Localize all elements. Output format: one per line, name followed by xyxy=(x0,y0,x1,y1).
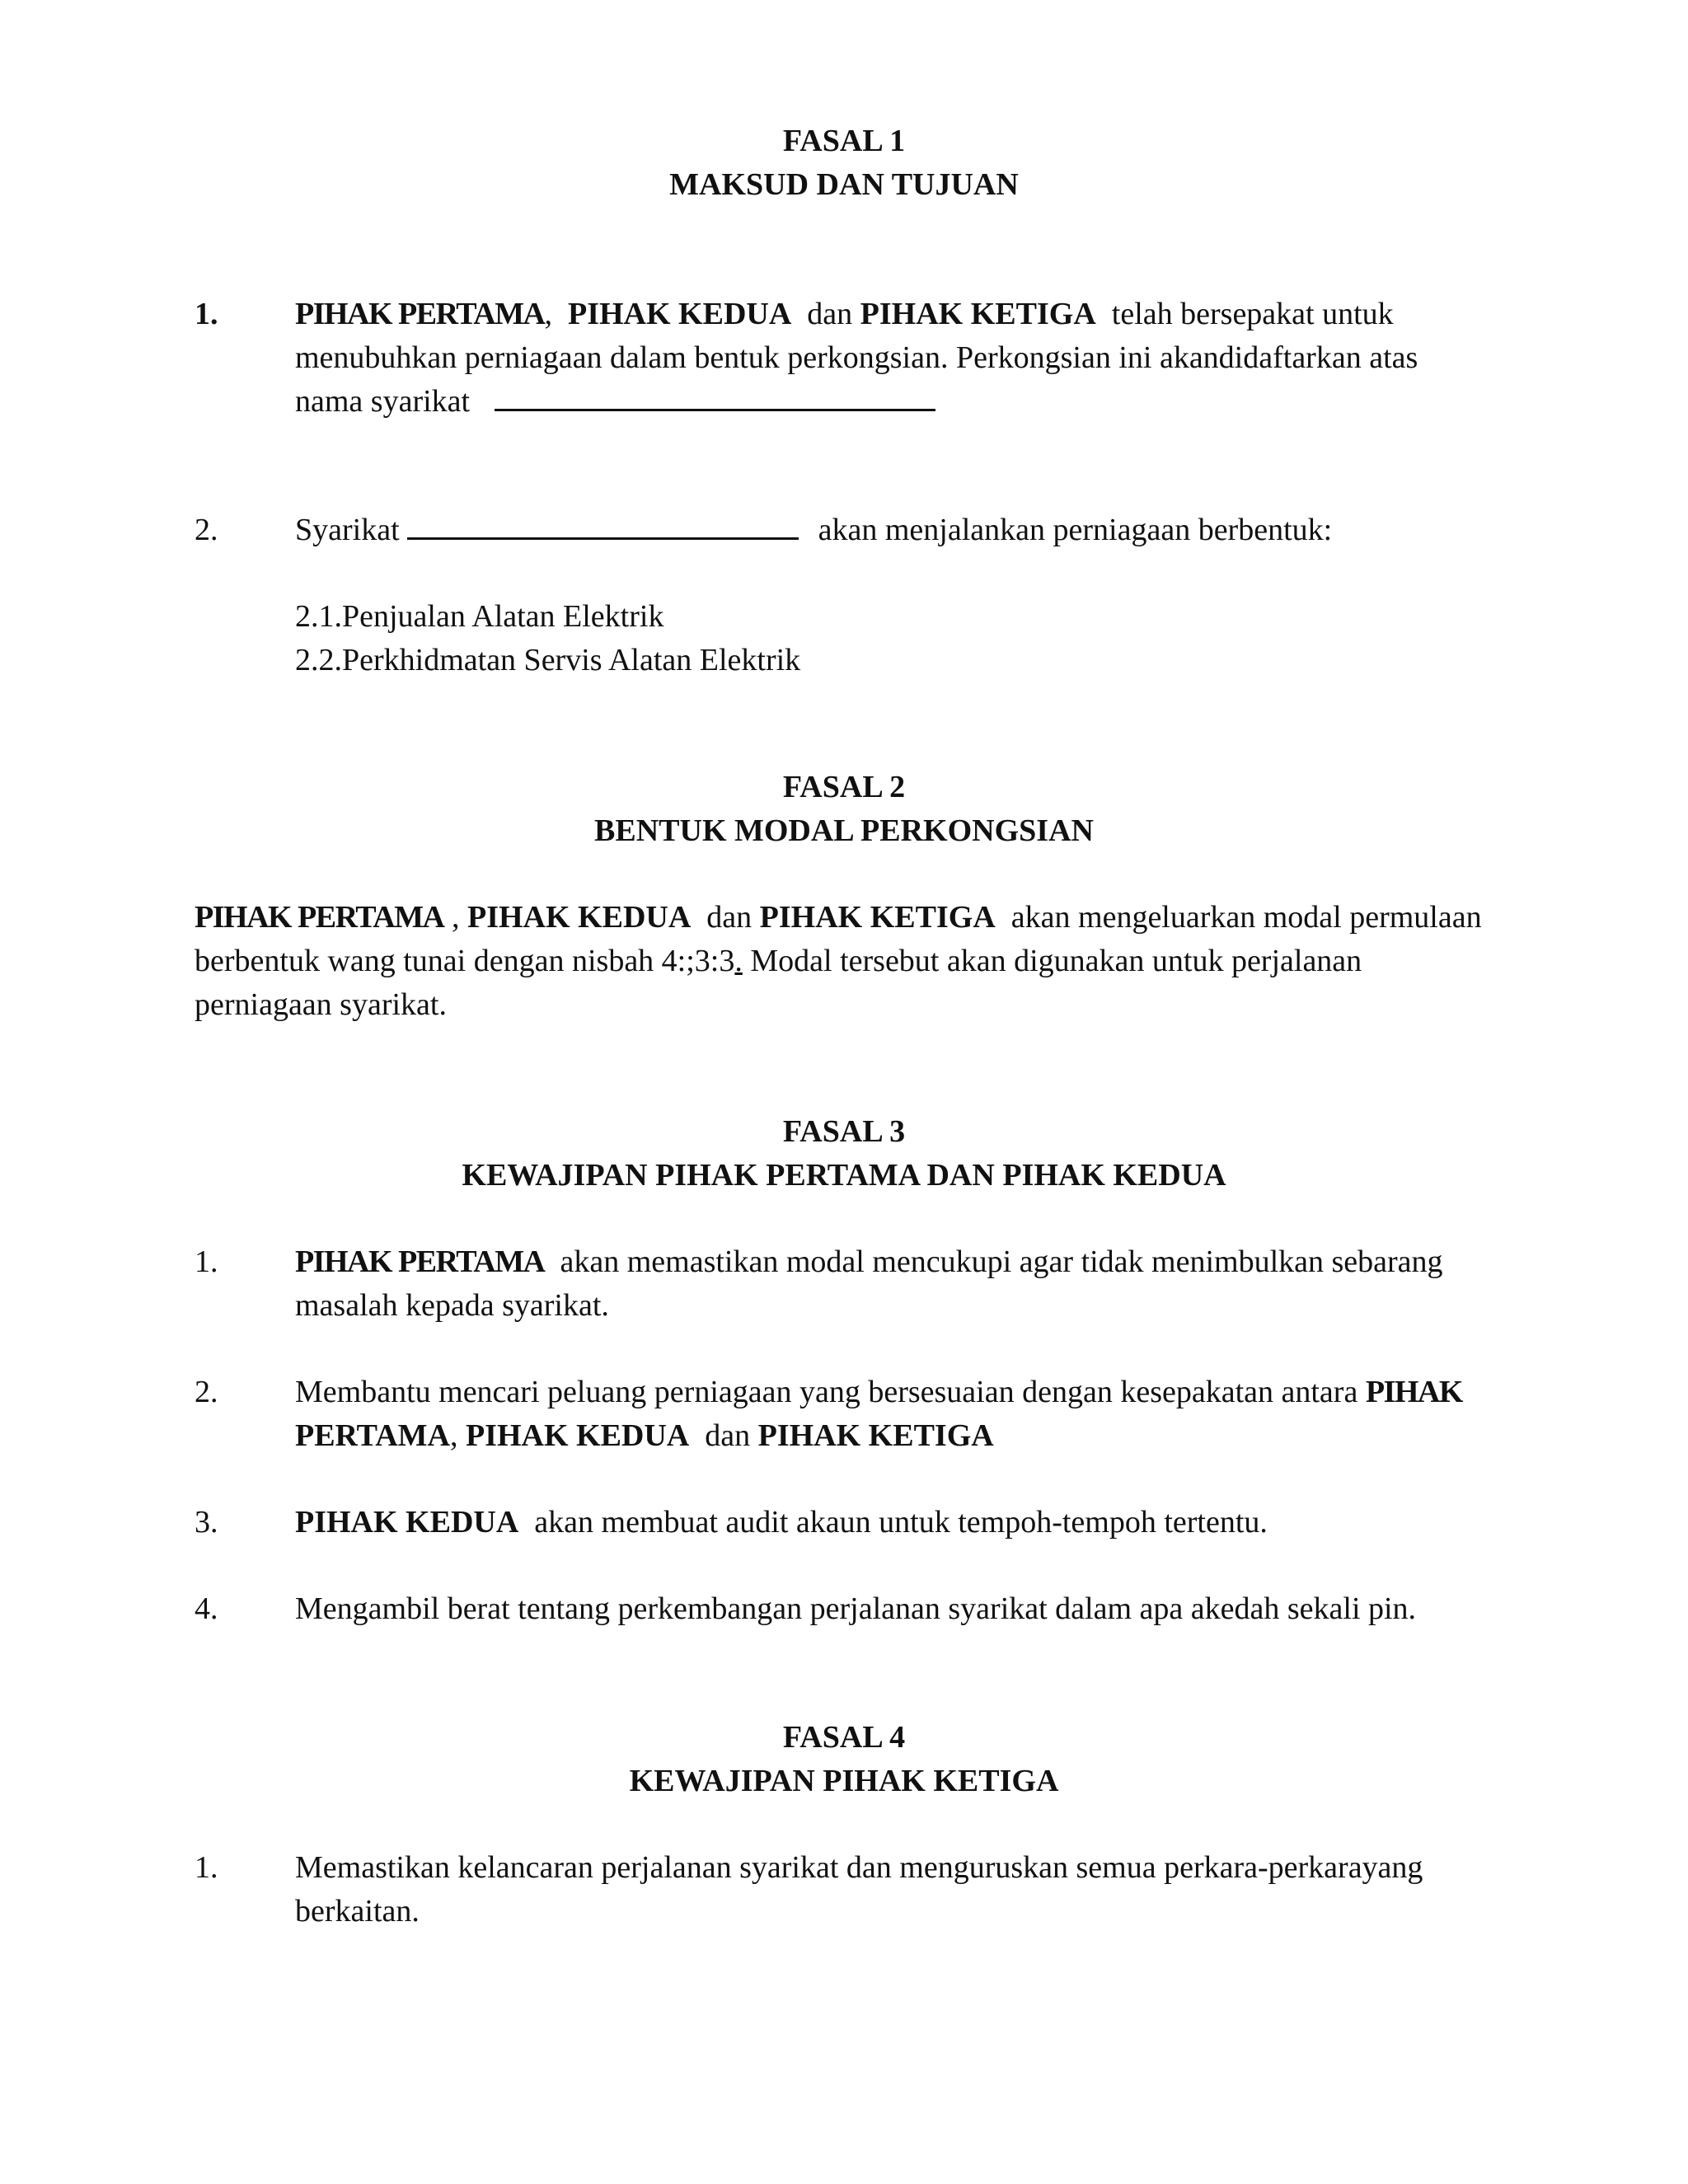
separator: , xyxy=(449,1418,466,1453)
fasal-1-heading xyxy=(0,120,1688,207)
fasal-1-number: FASAL 1 xyxy=(782,124,906,158)
clause-line xyxy=(295,1501,1531,1544)
clause-number: 4. xyxy=(195,1591,218,1626)
party-second: PIHAK KEDUA xyxy=(568,297,792,331)
clause-body xyxy=(295,293,1531,424)
clause-text: akan memastikan modal mencukupi agar tidak menimbulkan sebarang xyxy=(544,1244,1443,1279)
paragraph-line: perniagaan syarikat. xyxy=(195,987,447,1022)
clause-number: 2. xyxy=(195,513,218,547)
party-second: PIHAK KEDUA xyxy=(467,900,692,935)
clause-body xyxy=(295,1846,1531,1933)
clause-number: 2. xyxy=(195,1375,218,1409)
fasal-2-title: BENTUK MODAL PERKONGSIAN xyxy=(594,813,1094,848)
clause-body xyxy=(295,509,1531,552)
fasal-2-heading xyxy=(0,766,1688,853)
party-first: PIHAK PERTAMA xyxy=(295,1244,545,1279)
clause-text: nama syarikat xyxy=(295,384,471,419)
party-second: PIHAK KEDUA xyxy=(465,1418,690,1453)
clause-number: 3. xyxy=(195,1505,218,1540)
clause-text: telah bersepakat untuk xyxy=(1095,297,1394,331)
subitem: 2.1.Penjualan Alatan Elektrik xyxy=(295,599,664,634)
separator: dan xyxy=(689,1418,758,1453)
clause-line xyxy=(295,1414,1531,1458)
party-third: PIHAK KETIGA xyxy=(757,1418,994,1453)
party-second: PIHAK KEDUA xyxy=(295,1505,519,1540)
party-label: PIHAK xyxy=(1365,1375,1462,1409)
paragraph-text: Modal tersebut akan digunakan untuk perjalanan xyxy=(742,944,1362,978)
party-third: PIHAK KETIGA xyxy=(759,900,996,935)
clause-line xyxy=(295,380,1531,424)
fasal-4-title: KEWAJIPAN PIHAK KETIGA xyxy=(629,1764,1059,1798)
separator: dan xyxy=(691,900,760,935)
clause-text: Membantu mencari peluang perniagaan yang bersesuaian dengan kesepakatan antara xyxy=(295,1375,1366,1409)
clause-body xyxy=(295,1240,1531,1328)
clause-line xyxy=(295,293,1531,336)
fasal-2-number: FASAL 2 xyxy=(782,770,906,804)
separator: , xyxy=(443,900,467,935)
paragraph-text: berbentuk wang tunai dengan nisbah 4:;3:3 xyxy=(195,944,735,978)
separator: , xyxy=(544,297,568,331)
clause-line xyxy=(295,1371,1531,1414)
fasal-1-subitems xyxy=(295,595,1284,682)
underlined-period: . xyxy=(734,944,743,978)
clause-line: menubuhkan perniagaan dalam bentuk perkongsian. Perkongsian ini akandidaftarkan atas xyxy=(295,340,1418,375)
clause-text: Syarikat xyxy=(295,513,408,547)
party-first: PIHAK PERTAMA xyxy=(195,900,444,935)
clause-line: masalah kepada syarikat. xyxy=(295,1288,609,1323)
clause-line: Mengambil berat tentang perkembangan perjalanan syarikat dalam apa akedah sekali pin. xyxy=(295,1591,1417,1626)
paragraph-line xyxy=(195,940,1530,983)
clause-body xyxy=(295,1587,1531,1631)
separator: dan xyxy=(791,297,860,331)
fasal-2-paragraph xyxy=(195,896,1530,1027)
fasal-3-heading xyxy=(0,1110,1688,1197)
fasal-1-title: MAKSUD DAN TUJUAN xyxy=(669,167,1019,202)
company-name-blank[interactable] xyxy=(407,509,799,540)
party-first: PERTAMA xyxy=(295,1418,450,1453)
clause-line xyxy=(295,1240,1531,1284)
company-name-blank[interactable] xyxy=(495,381,935,411)
paragraph-text: akan mengeluarkan modal permulaan xyxy=(995,900,1482,935)
clause-text: akan membuat audit akaun untuk tempoh-tempoh tertentu. xyxy=(518,1505,1268,1540)
clause-line xyxy=(295,509,1531,552)
party-first: PIHAK PERTAMA xyxy=(295,297,545,331)
clause-body xyxy=(295,1371,1531,1458)
fasal-4-number: FASAL 4 xyxy=(782,1720,906,1755)
clause-line: berkaitan. xyxy=(295,1894,420,1929)
subitem: 2.2.Perkhidmatan Servis Alatan Elektrik xyxy=(295,643,801,677)
clause-number: 1. xyxy=(195,297,218,331)
fasal-4-heading xyxy=(0,1716,1688,1803)
clause-number: 1. xyxy=(195,1850,218,1885)
clause-number: 1. xyxy=(195,1244,218,1279)
clause-text: akan menjalankan perniagaan berbentuk: xyxy=(810,513,1333,547)
clause-line: Memastikan kelancaran perjalanan syarikat dan menguruskan semua perkara-perkarayang xyxy=(295,1850,1423,1885)
fasal-3-number: FASAL 3 xyxy=(782,1114,906,1149)
paragraph-line xyxy=(195,896,1530,940)
party-third: PIHAK KETIGA xyxy=(860,297,1096,331)
clause-body xyxy=(295,1501,1531,1544)
fasal-3-title: KEWAJIPAN PIHAK PERTAMA DAN PIHAK KEDUA xyxy=(462,1158,1226,1193)
